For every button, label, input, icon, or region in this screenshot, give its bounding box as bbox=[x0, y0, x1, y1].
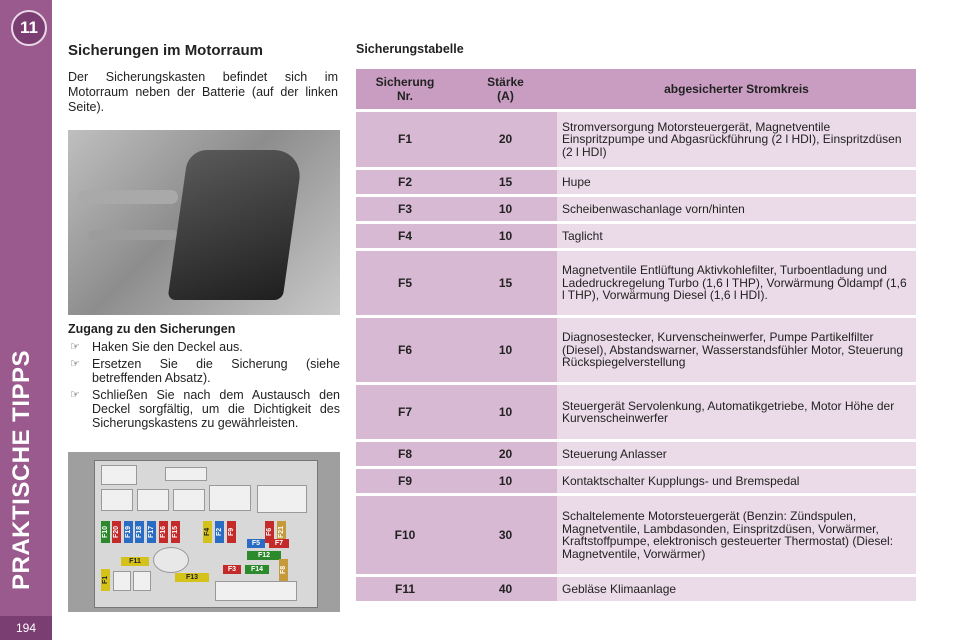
connector bbox=[153, 547, 189, 573]
relay-block bbox=[133, 571, 151, 591]
fuse-label: F10 bbox=[101, 521, 110, 543]
list-item: ☞ Haken Sie den Deckel aus. bbox=[70, 340, 243, 354]
access-steps bbox=[68, 340, 340, 433]
fusebox-layout bbox=[94, 460, 318, 608]
chapter-title: PRAKTISCHE TIPPS bbox=[8, 349, 35, 590]
fusebox-diagram bbox=[68, 452, 340, 612]
fuse-label: F7 bbox=[269, 539, 289, 548]
chapter-sidebar bbox=[0, 0, 52, 640]
section-title: Sicherungen im Motorraum bbox=[68, 42, 264, 59]
fuse-label: F11 bbox=[121, 557, 149, 566]
fuse-label: F1 bbox=[101, 569, 110, 591]
fuse-label: F9 bbox=[227, 521, 236, 543]
fuse-label: F6 bbox=[265, 521, 274, 543]
fuse-label: F20 bbox=[112, 521, 121, 543]
table-row: F6 10 Diagnosestecker, Kurvenscheinwerfer, Pumpe Partikelfilter (Diesel), Abstandswarner, Wasserstandsfühler Motor, Steuerung Rückspiegelverstellung bbox=[356, 318, 916, 382]
list-item: ☞ Ersetzen Sie die Sicherung (siehe betreffenden Absatz). bbox=[70, 357, 340, 385]
fuse-label: F15 bbox=[171, 521, 180, 543]
engine-bay-photo bbox=[68, 130, 340, 315]
hand-pointer-icon: ☞ bbox=[70, 389, 80, 401]
relay-block bbox=[113, 571, 131, 591]
relay-block bbox=[257, 485, 307, 513]
table-row: F10 30 Schaltelemente Motorsteuergerät (Benzin: Zündspulen, Magnetventile, Lambdasonden, Einspritzdüsen, Vorwärmer, Kraftstoffpumpe, elektronisch gesteuerter Thermostat) (Diesel: Magnetventile, Vorwärmer) bbox=[356, 496, 916, 574]
relay-block bbox=[101, 489, 133, 511]
fuse-label: F3 bbox=[223, 565, 241, 574]
fuse-label: F21 bbox=[277, 521, 286, 543]
fuse-label: F12 bbox=[247, 551, 281, 560]
table-row: F9 10 Kontaktschalter Kupplungs- und Bremspedal bbox=[356, 469, 916, 493]
fuse-label: F2 bbox=[215, 521, 224, 543]
table-row: F2 15 Hupe bbox=[356, 170, 916, 194]
relay-block bbox=[173, 489, 205, 511]
fuse-label: F4 bbox=[203, 521, 212, 543]
fuse-label: F18 bbox=[135, 521, 144, 543]
fuse-label: F5 bbox=[247, 539, 265, 548]
fuse-label: F8 bbox=[279, 559, 288, 581]
table-row: F8 20 Steuerung Anlasser bbox=[356, 442, 916, 466]
engine-pipe bbox=[78, 190, 178, 204]
hand-pointer-icon: ☞ bbox=[70, 341, 80, 353]
fuse-label: F17 bbox=[147, 521, 156, 543]
header-fuse-number: Sicherung Nr. bbox=[356, 69, 454, 109]
relay-block bbox=[137, 489, 169, 511]
engine-pipe bbox=[88, 230, 178, 240]
table-row: F4 10 Taglicht bbox=[356, 224, 916, 248]
access-title: Zugang zu den Sicherungen bbox=[68, 322, 236, 336]
table-row: F3 10 Scheibenwaschanlage vorn/hinten bbox=[356, 197, 916, 221]
table-title: Sicherungstabelle bbox=[356, 42, 464, 56]
page-number: 194 bbox=[0, 616, 52, 640]
fuse-label: F14 bbox=[245, 565, 269, 574]
fuse-label: F19 bbox=[124, 521, 133, 543]
table-header-row bbox=[356, 69, 916, 109]
fuse-label: F13 bbox=[175, 573, 209, 582]
hand-pointer-icon: ☞ bbox=[70, 358, 80, 370]
relay-block bbox=[209, 485, 251, 511]
chapter-number-badge: 11 bbox=[11, 10, 47, 46]
table-row: F1 20 Stromversorgung Motorsteuergerät, Magnetventile Einspritzpumpe und Abgasrückführung (2 l HDI), Einspritzdüsen (2 l HDI) bbox=[356, 112, 916, 167]
header-circuit: abgesicherter Stromkreis bbox=[557, 69, 916, 109]
relay-block bbox=[165, 467, 207, 481]
table-row: F5 15 Magnetventile Entlüftung Aktivkohlefilter, Turboentladung und Ladedruckregelung Turbo (1,6 l THP), Vorwärmung Öldampf (1,6 l THP), Vorwärmung Diesel (1,6 l HDI). bbox=[356, 251, 916, 315]
intro-text: Der Sicherungskasten befindet sich im Motorraum neben der Batterie (auf der linken Seite). bbox=[68, 70, 338, 114]
fusebox-cover bbox=[167, 150, 303, 300]
relay-block bbox=[101, 465, 137, 485]
table-row: F7 10 Steuergerät Servolenkung, Automatikgetriebe, Motor Höhe der Kurvenscheinwerfer bbox=[356, 385, 916, 439]
list-item: ☞ Schließen Sie nach dem Austausch den Deckel sorgfältig, um die Dichtigkeit des Sicherungskastens zu gewährleisten. bbox=[70, 388, 340, 430]
table-row: F11 40 Gebläse Klimaanlage bbox=[356, 577, 916, 601]
fuse-table bbox=[356, 66, 916, 604]
relay-block bbox=[215, 581, 297, 601]
fuse-label: F16 bbox=[159, 521, 168, 543]
header-amperage: Stärke (A) bbox=[454, 69, 557, 109]
